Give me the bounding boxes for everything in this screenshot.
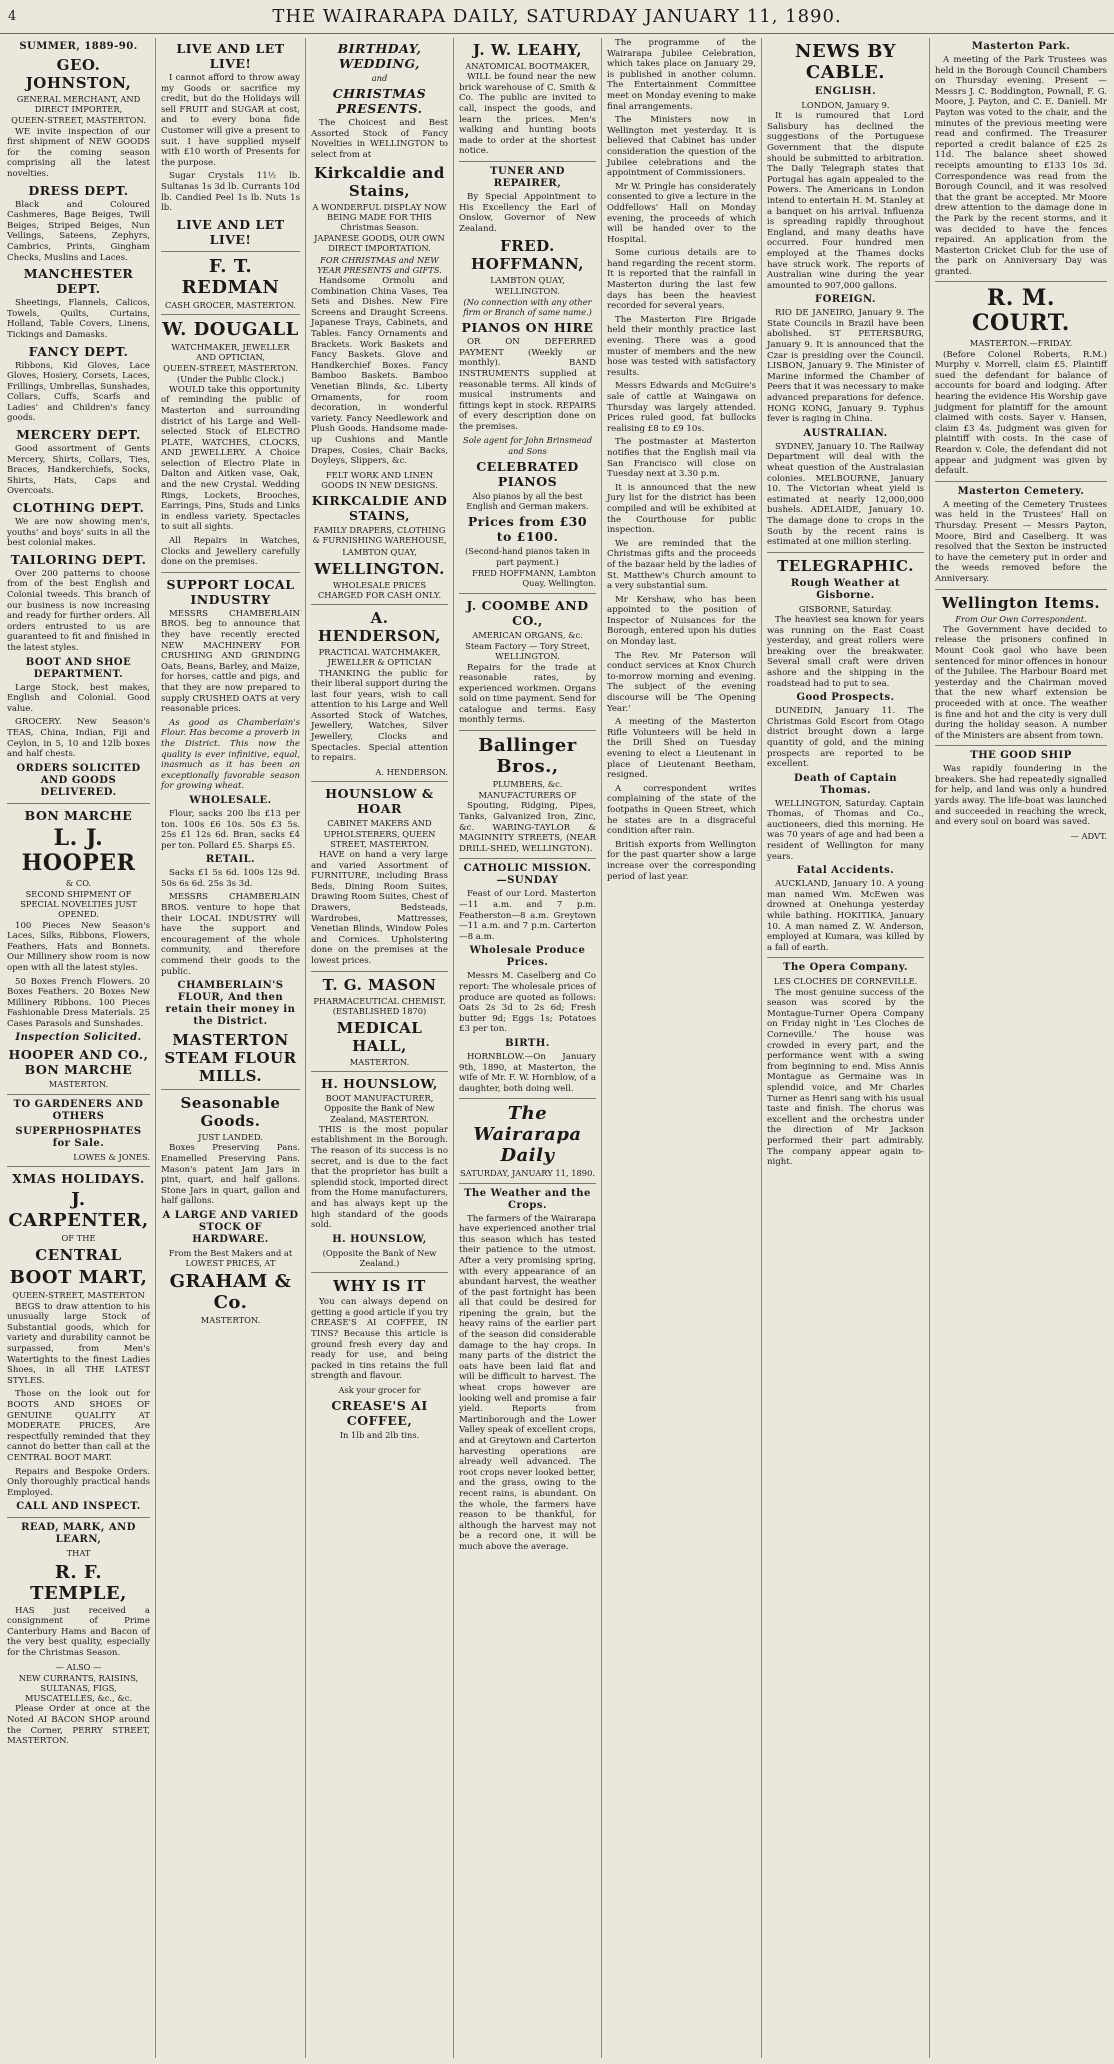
presents-line: FOR CHRISTMAS and NEW YEAR PRESENTS and GIFTS. [317, 254, 442, 275]
season-heading: SUMMER, 1889-90. [19, 41, 138, 52]
hounslow-trade: BOOT MANUFACTURER, Opposite the Bank of New Zealand, MASTERTON. [324, 1093, 435, 1124]
xmas-heading: XMAS HOLIDAYS. [12, 1171, 145, 1187]
sugar-list: Sugar Crystals 11½ lb. Sultanas 1s 3d lb. Currants 10d lb. Candied Peel 1s lb. Nuts 1s lb. [161, 171, 300, 214]
divider [161, 314, 300, 315]
editorial-body: The farmers of the Wairarapa have experienced another trial this season which has tested their patience to the utmost. After a very promising spring, with every appearance of an abundant harvest, the weather of the past fortnight has been all that could be desired for ripening the grain, but the heavy rains of the earlier part of the season did considerable damage to the hay crops. In many parts of the district the oats have been laid flat and will be difficult to harvest. The wheat crops however are looking well and promise a fair yield. Reports from Martinborough and the Lower Valley speak of excellent crops, and at Greytown and Carterton harvesting operations are already well advanced. The root crops never looked better, and the grass, owing to the recent rains, is abundant. On the whole, the farmers have reason to be thankful, for although the harvest may not be a record one, it will be much above the average. [459, 1213, 596, 1552]
ballinger-body: Spouting, Ridging, Pipes, Tanks, Galvanized Iron, Zinc, &c. WARING-TAYLOR & MAGINNITY STREETS, (NEAR DRILL-SHED, WELLINGTON). [459, 801, 596, 854]
cemetery-heading: Masterton Cemetery. [957, 485, 1085, 497]
fatal-body: AUCKLAND, January 10. A young man named Wm. McEwen was drowned at Onehunga yesterday while bathing. HOKITIKA, January 10. A man named Z. W. Anderson, employed at Kumara, was killed by a fall of earth. [767, 879, 924, 953]
ballinger-name: Ballinger Bros., [478, 735, 577, 778]
death-heading: Death of Captain Thomas. [794, 772, 897, 796]
mills-heading: MASTERTON STEAM FLOUR MILLS. [164, 1031, 297, 1086]
graham-name: GRAHAM & Co. [169, 1271, 292, 1314]
news-paragraph: The Ministers now in Wellington met yesterday. It is believed that Cabinet has under consideration the question of the Jubilee celebrations and the appointment of Commissioners. [607, 115, 756, 179]
divider [311, 971, 448, 972]
prices-sub: (Second-hand pianos taken in part payment.) [465, 546, 590, 567]
hounslow-body: THIS is the most popular establishment in the Borough. The reason of its success is no secret, and is due to the fact that the proprietor has built a splendid stock, imported direct from the Home manufacturers, and has always kept up the high standard of the goods sold. [311, 1124, 448, 1231]
leahy-body: WILL be found near the new brick warehouse of C. Smith & Co. The public are invited to call, inspect the goods, and learn the prices. Men's walking and hunting boots made to order at the shortest notice. [459, 72, 596, 157]
divider [311, 781, 448, 782]
news-paragraph: We are reminded that the Christmas gifts and the proceeds of the bazaar held by the ladies of St. Matthew's Church amount to a very substantial sum. [607, 538, 756, 592]
park-heading: Masterton Park. [971, 41, 1071, 52]
prospects-body: DUNEDIN, January 11. The Christmas Gold Escort from Otago district brought down a large quantity of gold, and the mining prospects are reported to be excellent. [767, 706, 924, 770]
temple-body: HAS just received a consignment of Prime Canterbury Hams and Bacon of the very best quality, especially for the Christmas Season. [7, 1605, 150, 1658]
johnston-intro: WE invite inspection of our first shipment of NEW GOODS for the coming season comprising all the latest novelties. [7, 126, 150, 179]
news-paragraph: The Masterton Fire Brigade held their monthly practice last evening. There was a good muster of members and the new hose was tested with satisfactory results. [607, 314, 756, 378]
birth-heading: BIRTH. [505, 1037, 550, 1049]
divider [767, 957, 924, 958]
orders-note: ORDERS SOLICITED AND GOODS DELIVERED. [16, 762, 141, 798]
death-body: WELLINGTON, Saturday. Captain Thomas, of Thomas and Co., auctioneers, died this morning. He was 70 years of age and had been a resident of Wellington for many years. [767, 798, 924, 862]
boots-body: Large Stock, best makes, English and Colonial. Good value. [7, 682, 150, 714]
news-paragraph: British exports from Wellington for the past quarter show a large increase over the corresponding period of last year. [607, 839, 756, 882]
dougall-trade: WATCHMAKER, JEWELLER AND OPTICIAN, [171, 341, 290, 363]
news-paragraph: A correspondent writes complaining of the state of the footpaths in Queen Street, which he states are in a disgraceful condition after rain. [607, 783, 756, 837]
cemetery-body: A meeting of the Cemetery Trustees was held in the Trustees' Hall on Thursday. Present — Messrs Payton, Moore, Bird and Caselberg. It was resolved that the Sexton be instructed to have the cemetery put in order and the weeds removed before the Anniversary. [935, 499, 1107, 584]
wholesale-heading: WHOLESALE. [189, 794, 272, 806]
hardware-body: From the Best Makers and at LOWEST PRICES, AT [168, 1248, 293, 1269]
sole-agent: Sole agent for John Brinsmead and Sons [462, 435, 593, 456]
carpenter-address: QUEEN-STREET, MASTERTON [12, 1290, 145, 1301]
divider [161, 1089, 300, 1090]
cable-heading: NEWS BY CABLE. [795, 41, 896, 83]
graham-town: MASTERTON. [200, 1315, 261, 1326]
park-body: A meeting of the Park Trustees was held in the Borough Council Chambers on Thursday evening. Present — Messrs J. C. Boddington, Pownall, F. G. Moore, J. Payton, and C. E. Daniell. Mr Payton was voted to the chair, and the minutes of the previous meeting were read and confirmed. The Treasurer reported a credit balance of £25 2s 11d. The balance sheet showed receipts amounting to £133 10s 3d. Correspondence was read from the Borough Council, and it was resolved that the grant be accepted. Mr Moore drew attention to the damage done in the Park by the recent storms, and it was decided to have the fences repaired. An application from the Masterton Cricket Club for the use of the park on Anniversary Day was granted. [935, 55, 1107, 277]
redman-name: F. T. REDMAN [181, 255, 280, 298]
ship-heading: THE GOOD SHIP [970, 750, 1072, 762]
japanese-goods: JAPANESE GOODS, OUR OWN DIRECT IMPORTATION. [314, 233, 445, 254]
divider [935, 745, 1107, 746]
clothing-body: We are now showing men's, youths' and boys' suits in all the best colonial makes. [7, 517, 150, 549]
leahy-name: J. W. LEAHY, [472, 41, 583, 59]
news-paragraph: The postmaster at Masterton notifies that the English mail via San Francisco will close on Tuesday next at 3.30 p.m. [607, 437, 756, 480]
hoffmann-signature: FRED HOFFMANN, Lambton Quay, Wellington. [472, 567, 596, 589]
henderson-trade: PRACTICAL WATCHMAKER, JEWELLER & OPTICIAN [318, 647, 441, 668]
hooper-list: 50 Boxes French Flowers. 20 Boxes Feathers. 20 Boxes New Millinery Ribbons. 100 Pieces Fashionable Dress Materials. 25 Cases Parasols and Sunshades. [7, 976, 150, 1029]
why-body: You can always depend on getting a good article if you try CREASE'S AI COFFEE, IN TINS? Because this article is ground fresh every day and ready for use, and being packed in tins retains the full strength and flavour. [311, 1297, 448, 1382]
foreign-heading: FOREIGN. [815, 294, 876, 306]
boot-mart-heading: BOOT MART, [9, 1267, 148, 1289]
wonderful-display: A WONDERFUL DISPLAY NOW BEING MADE FOR THIS Christmas Season. [312, 201, 447, 232]
divider [459, 1183, 596, 1184]
court-heading: R. M. COURT. [972, 285, 1070, 337]
divider [459, 730, 596, 731]
hooper-sub: SECOND SHIPMENT OF SPECIAL NOVELTIES JUST OPENED. [20, 888, 137, 920]
divider [7, 1517, 150, 1518]
retail-list: Sacks £1 5s 6d. 100s 12s 9d. 50s 6s 6d. 25s 3s 3d. [161, 868, 300, 889]
column-4 [453, 38, 601, 2058]
coombe-address: Steam Factory — Tory Street, WELLINGTON. [465, 641, 590, 662]
divider [7, 1094, 150, 1095]
pianos-body: OR ON DEFERRED PAYMENT (Weekly or monthly). BAND INSTRUMENTS supplied at reasonable terms. All kinds of musical instruments and fittings kept in stock. REPAIRS of every description done on the premises. [459, 337, 596, 432]
produce-body: Messrs M. Caselberg and Co report: The wholesale prices of produce are quoted as follows: Oats 2s 3d to 2s 6d; Fresh butter 9d; Eggs 1s; Potatoes £3 per ton. [459, 971, 596, 1035]
ask-grocer: Ask your grocer for [338, 1384, 421, 1395]
live-foot: LIVE AND LET LIVE! [176, 216, 285, 247]
english-body: It is rumoured that Lord Salisbury has declined the suggestions of the Portuguese Government that the dispute should be submitted to arbitration. The Daily Telegraph states that Portugal has again appealed to the Powers. The Americans in London intend to entertain H. M. Stanley at a banquet on his arrival. Influenza is spreading rapidly throughout England, and many deaths have occurred. Four hundred men employed at the Thames docks have struck work. The reports of Australian wine during the year amounted to 907,000 gallons. [767, 111, 924, 291]
column-3 [305, 38, 453, 2058]
divider [935, 281, 1107, 282]
prospects-heading: Good Prospects. [796, 692, 895, 704]
prices-heading: Prices from £30 to £100. [467, 514, 588, 545]
gardeners-heading: TO GARDENERS AND OTHERS [13, 1098, 144, 1122]
hounslow-name-2: H. HOUNSLOW, [332, 1233, 427, 1245]
divider [311, 1272, 448, 1273]
redman-sub: CASH GROCER, MASTERTON. [164, 299, 297, 310]
try-line: CHAMBERLAIN'S FLOUR, And then retain their money in the District. [165, 980, 296, 1028]
column-7 [929, 38, 1112, 2058]
carpenter-of: OF THE [61, 1233, 96, 1244]
australian-body: SYDNEY, January 10. The Railway Department will deal with the wheat question of the Australasian colonies. MELBOURNE, January 10. The Victorian wheat yield is estimated at nearly 12,000,000 bushels. ADELAIDE, January 10. The damage done to crops in the South by the recent rains is estimated at one million sterling. [767, 441, 924, 548]
dress-body: Black and Coloured Cashmeres, Bage Beiges, Twill Beiges, Striped Beiges, Nun Veilings, Sateens, Zephyrs, Cambrics, Prints, Gingham Checks, Muslins and Laces. [7, 199, 150, 263]
coombe-trade: AMERICAN ORGANS, &c. [472, 629, 583, 640]
divider [459, 1098, 596, 1099]
kirkcaldie-heading-2: KIRKCALDIE AND STAINS, [311, 493, 448, 524]
tins-line: In 1lb and 2lb tins. [339, 1430, 420, 1441]
pianos-heading: PIANOS ON HIRE [461, 320, 594, 336]
medical-hall: MEDICAL HALL, [336, 1019, 423, 1055]
superphosphates-heading: SUPERPHOSPHATES for Sale. [15, 1125, 142, 1149]
seasonable-body: Boxes Preserving Pans. Enamelled Preserving Pans. Mason's patent Jam Jars in pint, quart, and half gallons. Stone Jars in quart, gallon and half gallons. [161, 1143, 300, 1207]
dougall-body: WOULD take this opportunity of reminding the public of Masterton and surrounding district of his Large and Well-selected Stock of ELECTRO PLATE, WATCHES, CLOCKS, AND JEWELLERY. A Choice selection of Electro Plate in Dalton and Aitken vase, Oak, and the new Crystal. Wedding Rings, Lockets, Brooches, Earrings, Pins, Studs and Links in endless variety. Spectacles to suit all sights. [161, 384, 300, 533]
birth-body: HORNBLOW.—On January 9th, 1890, at Masterton, the wife of Mr. F. W. Hornblow, of a daughter, both doing well. [459, 1051, 596, 1094]
hounslow-hoar-body: HAVE on hand a very large and varied Assortment of FURNITURE, including Brass Beds, Dining Room Suites, Drawing Room Suites, Chest of Drawers, Bedsteads, Wardrobes, Mattresses, Venetian Blinds, Window Poles and Cornices. Upholstering done on the premises at the lowest prices. [311, 850, 448, 966]
court-sub: MASTERTON.—FRIDAY. [969, 338, 1073, 349]
mason-name: T. G. MASON [322, 975, 437, 994]
christmas-heading: CHRISTMAS PRESENTS. [332, 86, 427, 117]
also-list: NEW CURRANTS, RAISINS, SULTANAS, FIGS, MUSCATELLES, &c., &c. [18, 1672, 139, 1704]
paper-date: SATURDAY, JANUARY 11, 1890. [460, 1168, 595, 1179]
tuner-heading: TUNER AND REPAIRER, [490, 165, 565, 189]
divider [459, 858, 596, 859]
australian-heading: AUSTRALIAN. [803, 427, 888, 439]
hoffmann-name: FRED. HOFFMANN, [471, 237, 584, 274]
ballinger-trade: PLUMBERS, &c. [492, 779, 563, 790]
carpenter-boots: Those on the look out for BOOTS AND SHOES OF GENUINE QUALITY AT MODERATE PRICES, Are respectfully reminded that they cannot do better than call at the CENTRAL BOOT MART. [7, 1389, 150, 1463]
carpenter-name: J. CARPENTER, [8, 1189, 149, 1232]
goods-list: Handsome Ormolu and Combination China Vases, Tea Sets and Dishes. New Fire Screens and Draught Screens. Japanese Trays, Cabinets, and Tables. Fancy Ornaments and Brackets. Work Baskets and Fancy Baskets. Glove and Handkerchief Boxes. Fancy Bamboo Baskets. Bamboo Venetian Blinds, &c. Liberty Ornaments, for room decoration, in wonderful variety. Fancy Needlework and Plush Goods. Handsome made-up Cushions and Mantle Drapes, Cosies, Chair Backs, Doyleys, Slippers, &c. [311, 276, 448, 467]
catholic-body: Feast of our Lord. Masterton—11 a.m. and 7 p.m. Featherston—8 a.m. Greytown—11 a.m. and 7 p.m. Carterton—8 a.m. [459, 889, 596, 942]
hounslow-sub: (Opposite the Bank of New Zealand.) [322, 1247, 437, 1268]
mason-trade: PHARMACEUTICAL CHEMIST. (ESTABLISHED 1870) [313, 995, 446, 1016]
tailoring-body: Over 200 patterns to choose from of the best English and Colonial tweeds. This branch of our business is now increasing and ready for further orders. All orders entrusted to us are guaranteed to fit and finished in the latest styles. [7, 568, 150, 653]
inspection-note: Inspection Solicited. [15, 1032, 142, 1044]
lowes-signature: LOWES & JONES. [73, 1151, 150, 1162]
ship-body: Was rapidly foundering in the breakers. She had repeatedly signalled for help, and land was only a hundred yards away. The life-boat was launched and succeeded in reaching the wreck, and every soul on board was saved. [935, 764, 1107, 828]
coombe-body: Repairs for the trade at reasonable rates, by experienced workmen. Organs sold on time payment. Send for catalogue and terms. Easy monthly terms. [459, 662, 596, 726]
henderson-signature: A. HENDERSON. [375, 766, 448, 777]
flour-list: Flour, sacks 200 lbs £13 per ton. 100s £6 10s. 50s £3 5s. 25s £1 12s 6d. Bran, sacks £4 per ton. Pollard £5. Sharps £5. [161, 808, 300, 851]
news-paragraph: Some curious details are to hand regarding the recent storm. It is reported that the rainfall in Masterton during the last few days has been the heaviest recorded for several years. [607, 248, 756, 312]
fatal-heading: Fatal Accidents. [796, 865, 895, 877]
why-heading: WHY IS IT [333, 1277, 426, 1296]
boots-heading: BOOT AND SHOE DEPARTMENT. [25, 656, 132, 680]
news-paragraph: A meeting of the Masterton Rifle Volunteers will be held in the Drill Shed on Tuesday evening to elect a Lieutenant in place of Lieutenant Beetham, resigned. [607, 717, 756, 781]
telegraphic-heading: TELEGRAPHIC. [777, 556, 914, 575]
carpenter-repairs: Repairs and Bespoke Orders. Only thoroughly practical hands Employed. [7, 1466, 150, 1498]
and-line: and [371, 73, 388, 83]
hooper-co: & CO. [65, 877, 92, 888]
catholic-heading: CATHOLIC MISSION.—SUNDAY [463, 863, 592, 887]
lambton-quay: LAMBTON QUAY, [342, 546, 417, 557]
mason-town: MASTERTON. [349, 1057, 410, 1067]
dougall-name: W. DOUGALL [162, 318, 299, 340]
retail-heading: RETAIL. [205, 854, 256, 866]
divider [311, 1071, 448, 1072]
johnston-address: QUEEN-STREET, MASTERTON. [11, 115, 146, 126]
ship-advt: — ADVT. [1070, 830, 1107, 841]
manchester-body: Sheetings, Flannels, Calicos, Towels, Quilts, Curtains, Holland, Table Covers, Linens, Tickings and Damasks. [7, 298, 150, 340]
dougall-address: QUEEN-STREET, MASTERTON. (Under the Public Clock.) [163, 363, 298, 384]
divider [7, 803, 150, 804]
divider [935, 481, 1107, 482]
fancy-heading: FANCY DEPT. [28, 343, 129, 359]
live-heading: LIVE AND LET LIVE! [176, 41, 285, 71]
dougall-repairs: All Repairs in Watches, Clocks and Jewellery carefully done on the premises. [161, 536, 300, 568]
divider [767, 552, 924, 553]
hooper-town: MASTERTON. [48, 1079, 109, 1090]
henderson-name: A. HENDERSON, [317, 609, 442, 646]
hounslow-name: H. HOUNSLOW, [321, 1076, 438, 1092]
kirkcaldie-heading: Kirkcaldie and Stains, [314, 163, 445, 200]
central-heading: CENTRAL [35, 1246, 122, 1265]
chamberlain-foot: MESSRS CHAMBERLAIN BROS. venture to hope that their LOCAL INDUSTRY will have the support and encouragement of the whole community, and therefore commend their goods to the public. [161, 892, 300, 977]
carpenter-body: BEGS to draw attention to his unusually large Stock of Substantial goods, which for variety and durability cannot be surpassed, from Men's Watertights to the finest Ladies Shoes, in all THE LATEST STYLES. [7, 1301, 150, 1386]
chamberlain-flour: As good as Chamberlain's Flour. Has become a proverb in the District. This now the quality is ever infinitive, equal, inasmuch as it has been an exceptionally favorable season for growing wheat. [161, 717, 300, 792]
gisborne-dateline: GISBORNE, Saturday. [798, 603, 893, 614]
family-drapers: FAMILY DRAPERS, CLOTHING & FURNISHING WAREHOUSE, [312, 525, 447, 546]
newspaper-title: THE WAIRARAPA DAILY, SATURDAY JANUARY 11, 1890. [272, 6, 842, 27]
johnston-name: GEO. JOHNSTON, [25, 56, 132, 92]
support-heading: SUPPORT LOCAL INDUSTRY [166, 576, 295, 607]
news-paragraph: It is announced that the new Jury list for the district has been compiled and will be exhibited at the Courthouse for public inspection. [607, 482, 756, 536]
hooper-name: L. J. HOOPER [21, 824, 136, 876]
masthead [0, 0, 1114, 34]
column-5 [601, 38, 761, 2058]
items-sub: From Our Own Correspondent. [955, 613, 1087, 624]
foreign-body: RIO DE JANEIRO, January 9. The State Councils in Brazil have been abolished. ST PETERSBURG, January 9. It is announced that the Czar is presiding over the Council. LISBON, January 9. The Minister of Marine informed the Chamber of Peers that it was necessary to make advanced preparations for defence. HONG KONG, January 9. Typhus fever is raging in China. [767, 308, 924, 425]
opera-heading: The Opera Company. [783, 962, 908, 974]
column-6 [761, 38, 929, 2058]
divider [161, 251, 300, 252]
call-inspect: CALL AND INSPECT. [16, 1501, 141, 1513]
bon-marche: BON MARCHE [24, 807, 133, 823]
wellington-heading: WELLINGTON. [314, 559, 445, 578]
temple-foot: Please Order at once at the Noted AI BACON SHOP around the Corner, PERRY STREET, MASTERTON. [7, 1704, 150, 1747]
celebrated-body: Also pianos by all the best English and German makers. [466, 490, 589, 512]
items-body: The Government have decided to release the prisoners confined in Mount Cook gaol who have been sentenced for minor offences in honour of the Jubilee. The Harbour Board met yesterday and the Chairman moved that the new wharf extension be proceeded with at once. The weather is fine and hot and the city is very dull during the holiday season. A number of the Ministers are absent from town. [935, 624, 1107, 741]
fancy-body: Ribbons, Kid Gloves, Lace Gloves, Hosiery, Corsets, Laces, Frillings, Umbrellas, Sunshades, Collars, Cuffs, Scarfs and Ladies' and Children's fancy goods. [7, 360, 150, 424]
english-heading: ENGLISH. [814, 86, 877, 97]
chamberlain-body: MESSRS CHAMBERLAIN BROS. beg to announce that they have recently erected NEW MACHINERY FOR CRUSHING AND GRINDING Oats, Beans, Barley, and Maize, for horses, cattle and pigs, and that they are now prepared to supply CRUSHED OATS at very reasonable prices. [161, 608, 300, 715]
felt-line: FELT WORK AND LINEN GOODS IN NEW DESIGNS. [321, 469, 438, 490]
choicest-body: The Choicest and Best Assorted Stock of Fancy Novelties in WELLINGTON to select from at [311, 118, 448, 160]
divider [459, 593, 596, 594]
mercery-heading: MERCERY DEPT. [16, 427, 141, 443]
johnston-trade: GENERAL MERCHANT, AND DIRECT IMPORTER, [16, 94, 141, 115]
hooper-foot: HOOPER AND CO., BON MARCHE [8, 1047, 149, 1078]
also-line: — ALSO — [55, 1661, 102, 1672]
divider [459, 161, 596, 162]
wholesale-prices: WHOLESALE PRICES CHARGED FOR CASH ONLY. [317, 579, 442, 600]
news-paragraph: Mr W. Pringle has considerately consented to give a lecture in the Oddfellows' Hall on Monday evening, the proceeds of which will be handed over to the Hospital. [607, 181, 756, 245]
court-body: (Before Colonel Roberts, R.M.) Murphy v. Morrell, claim £5. Plaintiff sued the defendant for balance of accounts for board and lodging. After hearing the evidence His Worship gave judgment for plaintiff for the amount claimed with costs. Sayer v. Hansen, claim £3 4s. Judgment was given for plaintiff with costs. In the case of Reardon v. Cole, the defendant did not appear and judgment was given by default. [935, 349, 1107, 477]
news-paragraph: The programme of the Wairarapa Jubilee Celebration, which takes place on January 29, is published in another column. The Entertainment Committee meet on Monday evening to make final arrangements. [607, 38, 756, 112]
temple-name: R. F. TEMPLE, [30, 1561, 127, 1604]
hooper-body: 100 Pieces New Season's Laces, Silks, Ribbons, Flowers, Feathers, Hats and Bonnets. Our Millinery show room is now open with all the latest styles. [7, 920, 150, 973]
news-paragraph: Messrs Edwards and McGuire's sale of cattle at Waingawa on Thursday was largely attended. Prices ruled good, fat bullocks realising £8 to £9 10s. [607, 381, 756, 434]
divider [311, 604, 448, 605]
column-2 [155, 38, 305, 2058]
birthday-heading: BIRTHDAY, WEDDING, [337, 41, 422, 71]
divider [161, 572, 300, 573]
tailoring-heading: TAILORING DEPT. [10, 551, 147, 567]
clothing-heading: CLOTHING DEPT. [12, 500, 145, 516]
ballinger-sub: MANUFACTURERS OF [478, 790, 577, 801]
editorial-heading: The Weather and the Crops. [464, 1187, 591, 1211]
mercery-body: Good assortment of Gents Mercery, Shirts, Collars, Ties, Braces, Handkerchiefs, Socks, Shirts, Hats, Caps and Overcoats. [7, 444, 150, 497]
opera-body: The most genuine success of the season was scored by the Montague-Turner Opera Company on Friday night in 'Les Cloches de Corneville.' The house was crowded in every part, and the performance went with a swing from beginning to end. Miss Annis Montague as Germaine was in splendid voice, and Mr Charles Turner as Henri sang with his usual taste and finish. The chorus was excellent and the orchestra under the direction of Mr Jackson performed their part admirably. The company appear again to-night. [767, 987, 924, 1168]
column-1 [2, 38, 155, 2058]
page-number: 4 [8, 9, 18, 24]
dress-heading: DRESS DEPT. [28, 182, 129, 198]
landed-line: JUST LANDED. [198, 1132, 263, 1143]
live-body: I cannot afford to throw away my Goods or sacrifice my credit, but do the Holidays will sell FRUIT and SUGAR at cost, and to every bona fide Customer will give a present to suit. I have supplied myself with £10 worth of Presents for the purpose. [161, 73, 300, 168]
hounslow-hoar-trade: CABINET MAKERS AND UPHOLSTERERS, QUEEN STREET, MASTERTON. [323, 818, 436, 849]
gisborne-heading: Rough Weather at Gisborne. [790, 577, 901, 601]
tuner-body: By Special Appointment to His Excellency the Earl of Onslow, Governor of New Zealand. [459, 191, 596, 234]
grocery-body: GROCERY. New Season's TEAS, China, Indian, Fiji and Ceylon, in 5, 10 and 12lb boxes and half chests. [7, 717, 150, 760]
hoffmann-address: LAMBTON QUAY, WELLINGTON. [490, 275, 565, 296]
read-mark-learn: READ, MARK, AND LEARN, [21, 1522, 136, 1546]
news-paragraph: The Rev. Mr Paterson will conduct services at Knox Church to-morrow morning and evening. The subject of the evening discourse will be 'The Opening Year.' [607, 650, 756, 714]
divider [935, 589, 1107, 590]
items-heading: Wellington Items. [941, 593, 1101, 612]
coffee-heading: CREASE'S AI COFFEE, [331, 1398, 428, 1429]
hardware-heading: A LARGE AND VARIED STOCK OF HARDWARE. [162, 1210, 299, 1245]
that-line: THAT [66, 1548, 91, 1559]
celebrated-pianos: CELEBRATED PIANOS [476, 458, 579, 489]
divider [7, 1166, 150, 1167]
gisborne-body: The heaviest sea known for years was running on the East Coast yesterday, and great rollers were breaking over the breakwater. Several small craft were driven ashore and the shipping in the roadstead had to put to sea. [767, 614, 924, 689]
leahy-trade: ANATOMICAL BOOTMAKER, [465, 61, 590, 71]
seasonable-heading: Seasonable Goods. [180, 1094, 281, 1131]
coombe-name: J. COOMBE AND CO., [466, 597, 589, 628]
english-dateline: LONDON, January 9. [801, 100, 890, 110]
paper-title: The Wairarapa Daily [473, 1103, 582, 1167]
produce-heading: Wholesale Produce Prices. [469, 945, 586, 969]
opera-sub: LES CLOCHES DE CORNEVILLE. [773, 976, 918, 987]
henderson-body: THANKING the public for their liberal support during the last four years, wish to call attention to his Large and Well Assorted Stock of Watches, Jewellery, Watches, Silver Jewellery, Clocks and Spectacles. Special attention to repairs. [311, 668, 448, 764]
news-paragraph: Mr Kershaw, who has been appointed to the position of Inspector of Nuisances for the Borough, entered upon his duties on Monday last. [607, 594, 756, 648]
manchester-heading: MANCHESTER DEPT. [23, 266, 134, 297]
hounslow-hoar-heading: HOUNSLOW & HOAR [325, 786, 434, 817]
hoffmann-sub: (No connection with any other firm or Branch of same name.) [463, 296, 592, 317]
